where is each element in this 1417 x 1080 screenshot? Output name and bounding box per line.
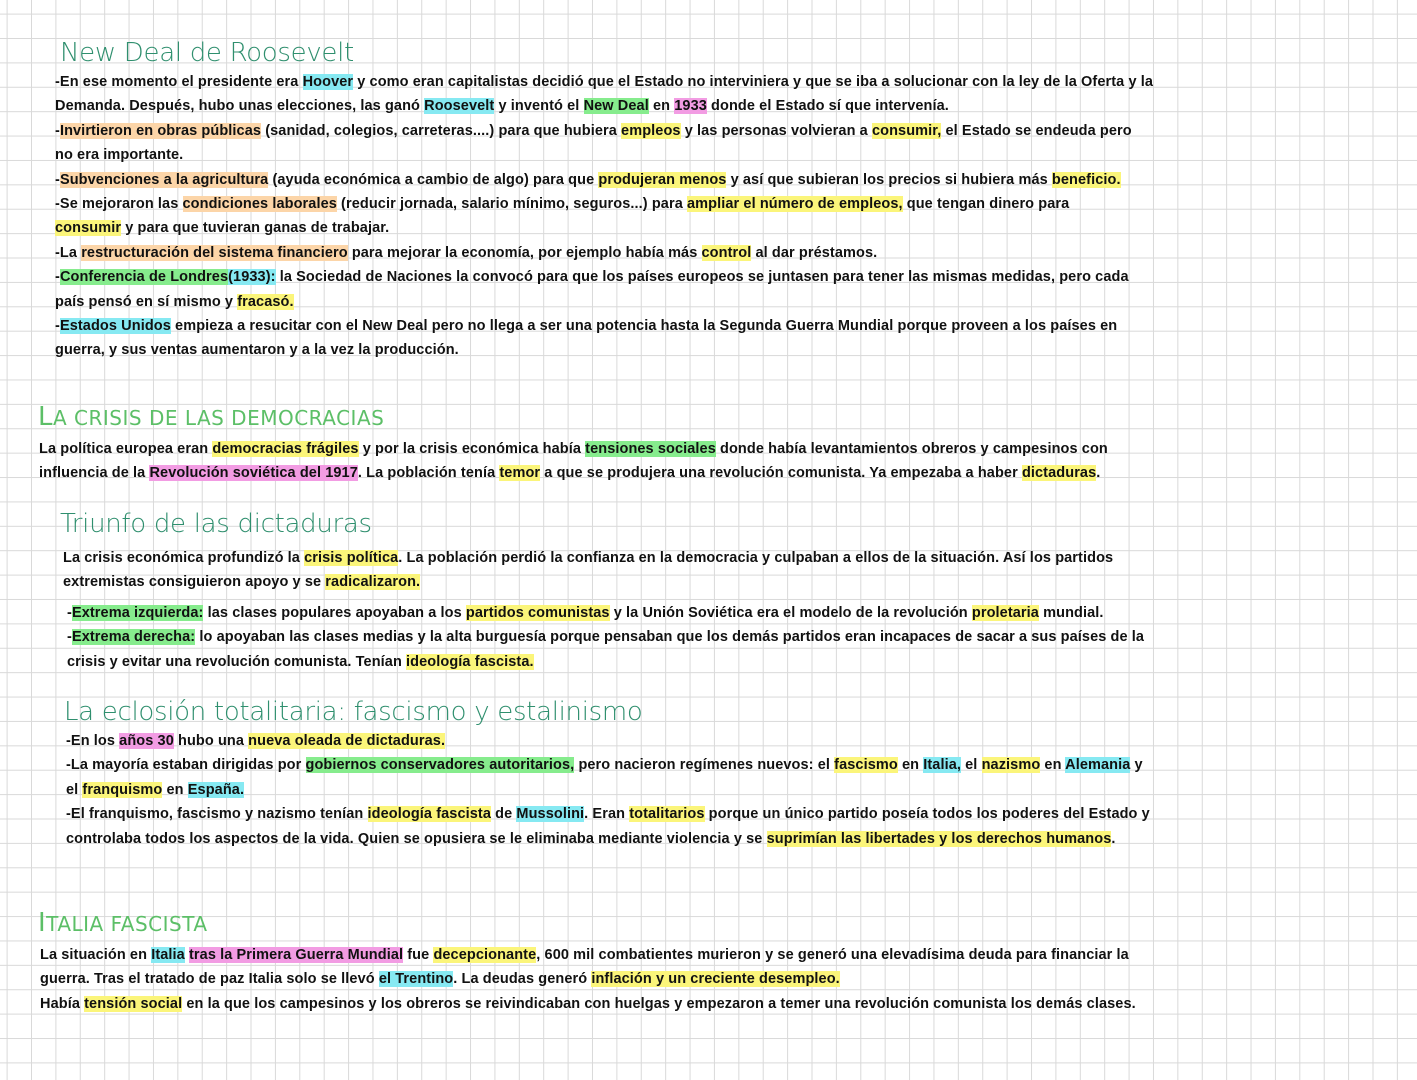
new-deal-paragraph (55, 70, 1153, 363)
text-line: -Estados Unidos empieza a resucitar con el New Deal pero no llega a ser una potencia hasta la Segunda Guerra Mundial porque proveen a los países en (55, 317, 1118, 334)
text-line: -Extrema izquierda: las clases populares apoyaban a los partidos comunistas y la Unión Soviética era el modelo de la revolución proletaria mundial. (67, 605, 1104, 621)
text-line: -Invirtieron en obras públicas (sanidad, colegios, carreteras....) para que hubiera empleos y las personas volvieran a consumir, el Estado se endeuda pero (55, 122, 1132, 139)
text-line: Había tensión social en la que los campesinos y los obreros se reivindicaban con huelgas y empezaron a temer una revolución comunista los demás clases. (40, 995, 1136, 1012)
text-line: -En ese momento el presidente era Hoover y como eran capitalistas decidió que el Estado no interviniera y que se iba a solucionar con la ley de la Oferta y la (55, 74, 1154, 90)
text-line: influencia de la Revolución soviética del 1917. La población tenía temor a que se produjera una revolución comunista. Ya empezaba a haber dictaduras. (39, 465, 1101, 482)
text-line: extremistas consiguieron apoyo y se radicalizaron. (63, 574, 421, 591)
text-line: Demanda. Después, hubo unas elecciones, las ganó Roosevelt y inventó el New Deal en 1933 donde el Estado sí que intervenía. (55, 98, 949, 115)
text-line: -El franquismo, fascismo y nazismo tenían ideología fascista de Mussolini. Eran totalitarios porque un único partido poseía todos los poderes del Estado y (66, 806, 1150, 823)
text-line: -En los años 30 hubo una nueva oleada de dictaduras. (66, 733, 446, 749)
crisis-democracias-paragraph (39, 437, 1108, 486)
text-line: La política europea eran democracias frágiles y por la crisis económica había tensiones sociales donde había levantamientos obreros y campesinos con (39, 441, 1108, 457)
section-title-crisis-democracias: LA CRISIS DE LAS DEMOCRACIAS (38, 402, 385, 432)
text-line: guerra. Tras el tratado de paz Italia solo se llevó el Trentino. La deudas generó inflación y un creciente desempleo. (40, 971, 840, 988)
text-line: consumir y para que tuvieran ganas de trabajar. (55, 220, 390, 237)
text-line: -Subvenciones a la agricultura (ayuda económica a cambio de algo) para que produjeran menos y así que subieran los precios si hubiera más beneficio. (55, 171, 1121, 188)
text-line: el franquismo en España. (66, 781, 245, 798)
text-line: guerra, y sus ventas aumentaron y a la vez la producción. (55, 342, 459, 359)
text-line: -Extrema derecha: lo apoyaban las clases medias y la alta burguesía porque pensaban que los demás partidos eran incapaces de sacar a sus países de la (67, 629, 1145, 646)
eclosion-totalitaria-paragraph (66, 729, 1150, 851)
section-title-new-deal: New Deal de Roosevelt (60, 38, 354, 68)
text-line: -Conferencia de Londres(1933): la Sociedad de Naciones la convocó para que los países europeos se juntasen para tener las mismas medidas, pero cada (55, 269, 1129, 286)
section-title-triunfo-dictaduras: Triunfo de las dictaduras (60, 509, 372, 539)
text-line: controlaba todos los aspectos de la vida. Quien se opusiera se le eliminaba mediante violencia y se suprimían las libertades y los derechos humanos. (66, 830, 1116, 847)
text-line: -La restructuración del sistema financiero para mejorar la economía, por ejemplo había más control al dar préstamos. (55, 244, 878, 261)
italia-fascista-paragraph (40, 943, 1136, 1016)
text-line: no era importante. (55, 147, 184, 164)
triunfo-dictaduras-extremes (67, 601, 1144, 674)
text-line: La crisis económica profundizó la crisis política. La población perdió la confianza en la democracia y culpaban a ellos de la situación. Así los partidos (63, 550, 1114, 566)
section-title-italia-fascista: ITALIA FASCISTA (38, 908, 208, 938)
section-title-eclosion-totalitaria: La eclosión totalitaria: fascismo y estalinismo (64, 697, 643, 727)
text-line: -La mayoría estaban dirigidas por gobiernos conservadores autoritarios, pero nacieron regímenes nuevos: el fascismo en Italia, el nazismo en Alemania y (66, 757, 1143, 774)
text-line: -Se mejoraron las condiciones laborales (reducir jornada, salario mínimo, seguros...) para ampliar el número de empleos, que tengan dinero para (55, 195, 1070, 212)
text-line: país pensó en sí mismo y fracasó. (55, 293, 294, 310)
triunfo-dictaduras-intro (63, 546, 1113, 595)
text-line: La situación en Italia tras la Primera Guerra Mundial fue decepcionante, 600 mil combatientes murieron y se generó una elevadísima deuda para financiar la (40, 947, 1129, 963)
text-line: crisis y evitar una revolución comunista. Tenían ideología fascista. (67, 653, 534, 670)
